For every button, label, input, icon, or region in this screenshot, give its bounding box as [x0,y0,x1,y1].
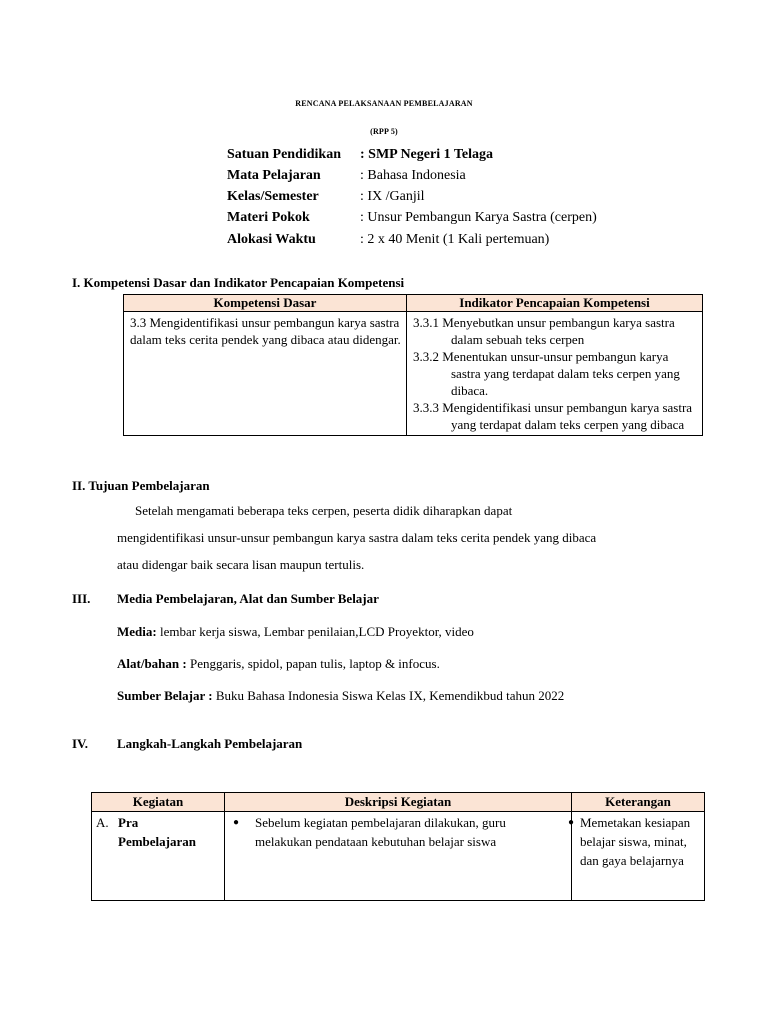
row-letter: A. [96,815,109,830]
section-3-heading: Media Pembelajaran, Alat dan Sumber Belajar [117,591,379,606]
source-line [117,688,564,704]
tools-line [117,656,440,672]
kegiatan-line: Pra [118,815,139,830]
indicator-item: 3.3.1 Menyebutkan unsur pembangun karya sastra dalam sebuah teks cerpen [413,315,675,347]
source-label: Sumber Belajar : [117,688,213,703]
section-3-number: III. [72,591,91,606]
competency-table [123,294,703,436]
objective-line: mengidentifikasi unsur-unsur pembangun karya sastra dalam teks cerita pendek yang dibaca [117,530,597,545]
bullet-icon: ● [568,817,575,828]
identity-label: Mata Pelajaran [227,168,321,183]
deskripsi-cell [225,812,572,901]
table-header-kegiatan: Kegiatan [92,793,225,812]
keterangan-content [568,813,702,870]
identity-value: : SMP Negeri 1 Telaga [360,147,493,162]
section-4-heading: Langkah-Langkah Pembelajaran [117,736,303,751]
keterangan-cell [568,812,705,901]
tools-label: Alat/bahan : [117,656,187,671]
table-header-kd: Kompetensi Dasar [124,295,407,312]
identity-value: : IX /Ganjil [360,189,425,204]
kd-cell: 3.3 Mengidentifikasi unsur pembangun karya sastra dalam teks cerita pendek yang dibaca atau didengar. [124,312,407,436]
document-title: RENCANA PELAKSANAAN PEMBELAJARAN [295,99,473,108]
identity-value: : Bahasa Indonesia [360,168,466,183]
indicator-item: 3.3.3 Mengidentifikasi unsur pembangun karya sastra yang terdapat dalam teks cerpen yang dibaca [413,400,693,432]
table-header-ipk: Indikator Pencapaian Kompetensi [407,295,703,312]
deskripsi-text: Sebelum kegiatan pembelajaran dilakukan, guru melakukan pendataan kebutuhan belajar siswa [255,815,506,849]
deskripsi-content [233,813,563,851]
section-2-heading: II. Tujuan Pembelajaran [72,478,210,493]
objective-line: Setelah mengamati beberapa teks cerpen, peserta didik diharapkan dapat [135,503,513,518]
objective-paragraph [117,497,687,578]
section-4-number: IV. [72,736,89,751]
identity-label: Materi Pokok [227,210,310,225]
kegiatan-name [118,813,196,851]
identity-value: : Unsur Pembangun Karya Sastra (cerpen) [360,210,597,225]
identity-label: Kelas/Semester [227,189,319,204]
identity-value: : 2 x 40 Menit (1 Kali pertemuan) [360,232,550,247]
identity-label: Alokasi Waktu [227,232,316,247]
media-value: lembar kerja siswa, Lembar penilaian,LCD Proyektor, video [156,624,474,639]
keterangan-text: Memetakan kesiapan belajar siswa, minat, dan gaya belajarnya [580,815,691,868]
indicator-item: 3.3.2 Menentukan unsur-unsur pembangun karya sastra yang terdapat dalam teks cerpen yang dibaca. [413,349,680,398]
table-header-keterangan: Keterangan [572,793,705,812]
table-header-deskripsi: Deskripsi Kegiatan [225,793,572,812]
table-row [92,812,705,901]
media-line [117,624,474,640]
kegiatan-content [96,813,220,851]
kegiatan-line: Pembelajaran [118,834,196,849]
kegiatan-cell [92,812,225,901]
media-label: Media: [117,624,157,639]
table-row [124,312,703,436]
steps-table [91,792,705,901]
identity-label: Satuan Pendidikan [227,147,341,162]
section-1-heading: I. Kompetensi Dasar dan Indikator Pencapaian Kompetensi [72,275,405,290]
source-value: Buku Bahasa Indonesia Siswa Kelas IX, Kemendikbud tahun 2022 [212,688,565,703]
tools-value: Penggaris, spidol, papan tulis, laptop & infocus. [186,656,440,671]
objective-line: atau didengar baik secara lisan maupun tertulis. [117,557,365,572]
document-subtitle: (RPP 5) [370,127,398,136]
ipk-cell [407,312,703,436]
bullet-icon: ● [233,817,240,828]
